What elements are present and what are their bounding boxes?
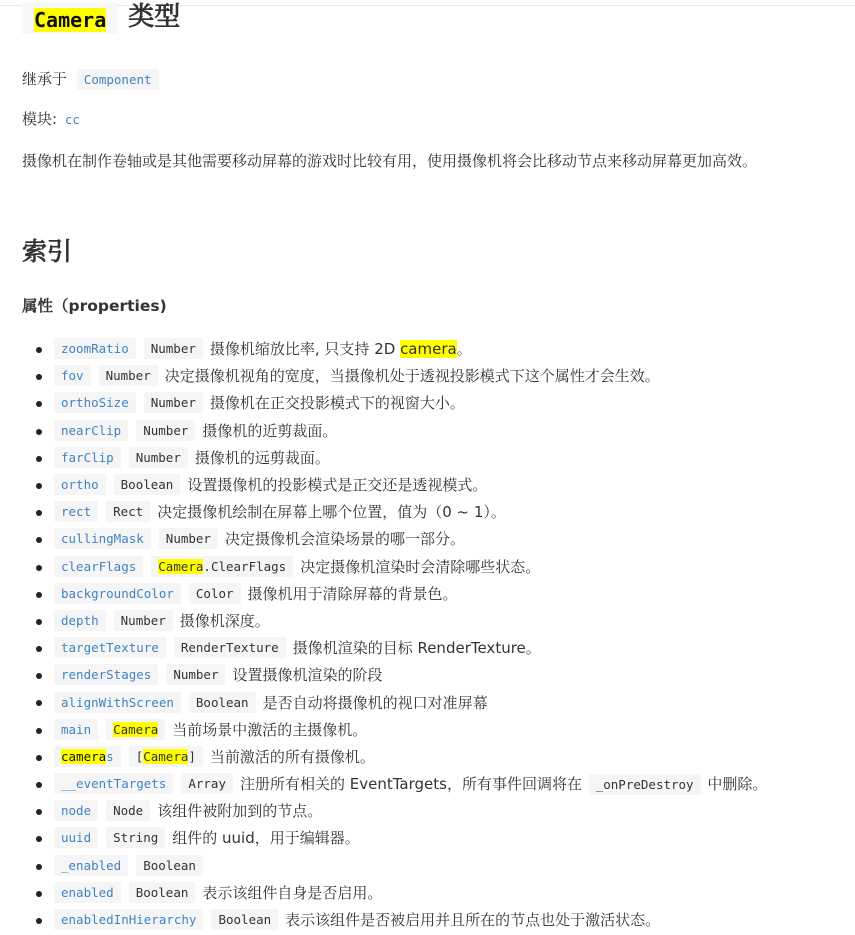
property-name-rest: s [106,748,114,764]
description-text: 摄像机缩放比率, 只支持 2D [209,340,401,359]
property-item [22,417,767,444]
property-description [300,556,540,577]
property-item [22,770,767,797]
property-item [22,335,767,362]
property-type: Number [159,528,218,549]
module-link[interactable]: cc [64,112,80,127]
property-type [106,719,165,740]
search-highlight: Camera [158,558,204,574]
bullet-icon [36,864,42,870]
property-name-link[interactable]: nearClip [54,420,128,441]
bullet-icon [36,429,42,435]
property-description [172,719,367,740]
property-type: Boolean [211,909,278,930]
description-text: 决定摄像机绘制在屏幕上哪个位置，值为（0 ~ 1）。 [157,503,506,522]
bullet-icon [36,619,42,625]
property-description [157,800,322,821]
property-name-link[interactable]: cullingMask [54,528,151,549]
property-item [22,661,767,688]
bullet-icon [36,646,42,652]
property-type: Boolean [114,474,181,495]
class-description: 摄像机在制作卷轴或是其他需要移动屏幕的游戏时比较有用，使用摄像机将会比移动节点来移动屏幕更加高效。 [22,152,758,170]
property-type: RenderTexture [174,637,286,658]
property-description [195,447,330,468]
property-description [180,610,270,631]
description-text: 注册所有相关的 EventTargets，所有事件回调将在 [240,775,587,794]
property-description [202,420,337,441]
property-name-link[interactable]: ortho [54,474,106,495]
property-name-link[interactable]: _enabled [54,855,128,876]
bullet-icon [36,728,42,734]
property-name-link[interactable] [54,746,121,767]
property-type: Number [144,338,203,359]
property-name-link[interactable]: node [54,800,98,821]
search-highlight: Camera [113,721,159,737]
bullet-icon [36,918,42,924]
property-item [22,824,767,851]
property-item [22,688,767,715]
property-description [210,392,465,413]
property-name-link[interactable]: enabledInHierarchy [54,909,203,930]
property-item [22,743,767,770]
bullet-icon [36,809,42,815]
index-heading: 索引 [22,237,73,266]
property-item [22,553,767,580]
description-text: 表示该组件自身是否启用。 [202,883,383,902]
property-item [22,852,767,879]
property-type: String [106,827,165,848]
property-description [263,692,488,713]
bullet-icon [36,483,42,489]
property-name-link[interactable]: renderStages [54,664,158,685]
property-name-link[interactable]: fov [54,365,91,386]
bullet-icon [36,673,42,679]
property-description [240,773,767,794]
description-text: 摄像机在正交投影模式下的视窗大小。 [209,394,465,413]
property-item [22,879,767,906]
description-text-end: 。 [456,340,472,359]
description-text: 当前激活的所有摄像机。 [209,747,375,766]
description-text: 是否自动将摄像机的视口对准屏幕 [262,693,488,712]
bullet-icon [36,374,42,380]
property-type: Number [144,392,203,413]
property-description [202,882,382,903]
bullet-icon [36,592,42,598]
property-type: Number [114,610,173,631]
description-text: 该组件被附加到的节点。 [157,802,323,821]
type-bracket: [ [135,748,144,764]
description-text: 摄像机的近剪裁面。 [202,421,338,440]
property-type: Boolean [136,855,203,876]
property-name-link[interactable]: clearFlags [54,556,143,577]
property-name-link[interactable]: zoomRatio [54,338,136,359]
property-type: Node [106,800,150,821]
property-description [210,338,472,359]
bullet-icon [36,510,42,516]
bullet-icon [36,565,42,571]
search-highlight: Camera [143,748,189,764]
properties-heading: 属性（properties) [22,297,167,315]
property-item [22,525,767,552]
property-description [187,474,487,495]
search-highlight: camera [400,340,457,359]
property-type: Number [166,664,225,685]
property-name-link[interactable]: backgroundColor [54,583,181,604]
property-description [293,637,541,658]
description-text: 决定摄像机视角的宽度，当摄像机处于透视投影模式下这个属性才会生效。 [164,367,660,386]
property-name-link[interactable]: enabled [54,882,121,903]
property-item [22,444,767,471]
property-name-link[interactable]: farClip [54,447,121,468]
title-suffix: 类型 [128,2,181,32]
description-text: 表示该组件是否被启用并且所在的节点也处于激活状态。 [285,911,661,930]
property-description [172,827,359,848]
property-name-link[interactable]: __eventTargets [54,773,173,794]
property-type: Boolean [189,692,256,713]
property-item [22,716,767,743]
title-class-name [22,3,118,34]
property-type [129,746,203,767]
property-type: Rect [106,501,150,522]
description-text: 摄像机渲染的目标 RenderTexture。 [292,639,541,658]
property-item [22,471,767,498]
inherits-row [22,68,159,89]
bullet-icon [36,836,42,842]
property-item [22,607,767,634]
inherits-label: 继承于 [22,70,68,88]
property-type: Color [189,583,241,604]
bullet-icon [36,891,42,897]
property-type: Number [99,365,158,386]
description-text: 决定摄像机渲染时会清除哪些状态。 [300,557,541,576]
property-name-link[interactable]: depth [54,610,106,631]
description-text: 组件的 uuid，用于编辑器。 [172,829,360,848]
page-title [22,0,180,37]
bullet-icon [36,537,42,543]
description-text: 摄像机用于清除屏幕的背景色。 [247,584,458,603]
property-item [22,797,767,824]
property-name-link[interactable]: rect [54,501,98,522]
property-type: Array [181,773,233,794]
property-name-link[interactable]: targetTexture [54,637,166,658]
property-item [22,389,767,416]
property-item [22,580,767,607]
property-description [225,528,465,549]
property-type: Number [136,420,195,441]
property-name-link[interactable]: alignWithScreen [54,692,181,713]
title-highlight: Camera [34,7,107,32]
property-type [151,556,293,577]
property-item [22,634,767,661]
property-description [248,583,458,604]
property-description [232,664,382,685]
property-type: Number [129,447,188,468]
description-text: 设置摄像机的投影模式是正交还是透视模式。 [187,476,488,495]
bullet-icon [36,755,42,761]
module-row [22,108,83,129]
type-bracket: ] [188,748,196,764]
module-label: 模块: [22,110,58,128]
property-item [22,498,767,525]
property-description [165,365,660,386]
property-description [157,501,506,522]
property-description [285,909,660,930]
property-name-link[interactable]: main [54,719,98,740]
description-text: 当前场景中激活的主摄像机。 [172,720,368,739]
inherits-link[interactable]: Component [77,69,159,90]
property-description [210,746,375,767]
bullet-icon [36,401,42,407]
description-text: 摄像机深度。 [179,611,270,630]
search-highlight: camera [61,748,107,764]
property-item [22,906,767,933]
property-name-link[interactable]: orthoSize [54,392,136,413]
description-text: 决定摄像机会渲染场景的哪一部分。 [224,530,465,549]
description-text-end: 中删除。 [702,775,768,794]
properties-list [22,335,767,933]
description-text: 摄像机的远剪裁面。 [194,448,330,467]
description-text: 设置摄像机渲染的阶段 [232,666,383,685]
property-type: Boolean [129,882,196,903]
type-rest: .ClearFlags [203,558,287,574]
property-item [22,362,767,389]
bullet-icon [36,347,42,353]
property-name-link[interactable]: uuid [54,827,98,848]
bullet-icon [36,700,42,706]
bullet-icon [36,456,42,462]
bullet-icon [36,782,42,788]
inline-code: _onPreDestroy [589,774,701,795]
